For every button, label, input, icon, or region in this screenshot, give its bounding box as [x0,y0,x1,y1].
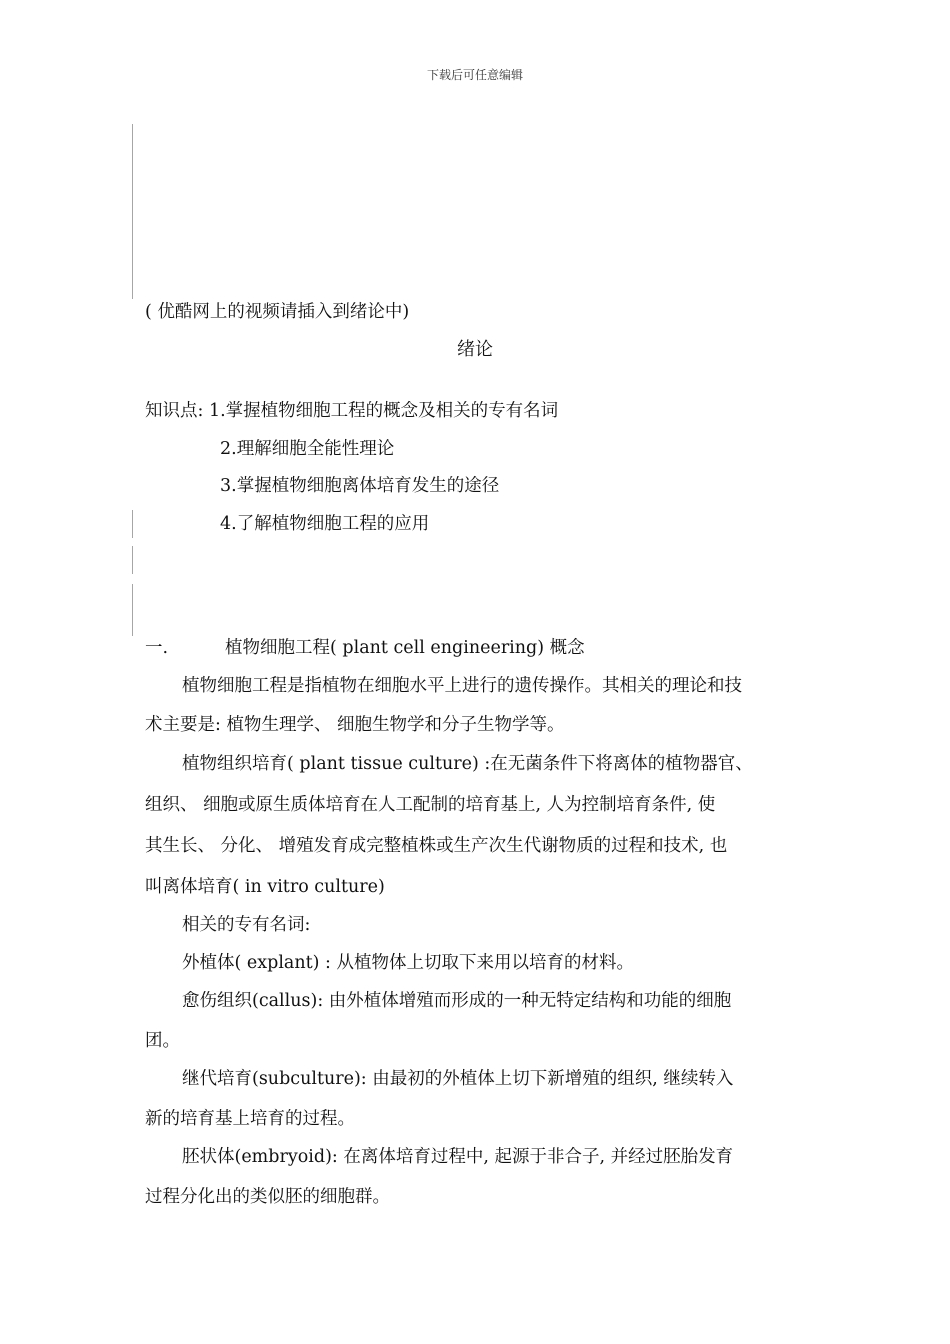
video-note: ( 优酷网上的视频请插入到绪论中) [145,302,410,322]
knowledge-points-label: 知识点: [145,401,209,421]
term-definition-cont: 过程分化出的类似胚的细胞群。 [145,1187,390,1207]
knowledge-point: 1.掌握植物细胞工程的概念及相关的专有名词 [208,401,559,421]
knowledge-point: 3.掌握植物细胞离体培育发生的途径 [220,476,500,496]
knowledge-point: 2.理解细胞全能性理论 [220,439,395,459]
term-definition: 胚状体(embryoid): 在离体培育过程中, 起源于非合子, 并经过胚胎发育 [182,1147,734,1167]
margin-rule [132,124,133,299]
paragraph-line: 植物组织培育( plant tissue culture) :在无菌条件下将离体的植物器官、 [182,754,753,774]
term-definition: 愈伤组织(callus): 由外植体增殖而形成的一种无特定结构和功能的细胞 [182,991,732,1011]
page-title: 绪论 [457,339,493,360]
paragraph-line: 组织、 细胞或原生质体培育在人工配制的培育基上, 人为控制培育条件, 使 [145,795,716,815]
paragraph-line: 植物细胞工程是指植物在细胞水平上进行的遗传操作。其相关的理论和技 [182,676,742,696]
paragraph-line: 其生长、 分化、 增殖发育成完整植株或生产次生代谢物质的过程和技术, 也 [145,836,728,856]
section-heading-text: 植物细胞工程( plant cell engineering) 概念 [225,638,585,658]
term-definition-cont: 团。 [145,1031,180,1051]
section-heading [145,636,835,660]
margin-rule [132,510,133,538]
knowledge-point-row-1 [145,399,835,423]
knowledge-point: 4.了解植物细胞工程的应用 [220,514,430,534]
paragraph-line: 术主要是: 植物生理学、 细胞生物学和分子生物学等。 [145,715,565,735]
page-header: 下载后可任意编辑 [426,68,523,82]
term-definition: 外植体( explant) : 从植物体上切取下来用以培育的材料。 [182,953,634,973]
margin-rule [132,546,133,574]
term-definition: 继代培育(subculture): 由最初的外植体上切下新增殖的组织, 继续转入 [182,1069,734,1089]
margin-rule [132,584,133,636]
section-number: 一. [145,638,169,658]
paragraph-line: 叫离体培育( in vitro culture) [145,877,385,897]
terms-label: 相关的专有名词: [182,915,311,935]
term-definition-cont: 新的培育基上培育的过程。 [145,1109,355,1129]
